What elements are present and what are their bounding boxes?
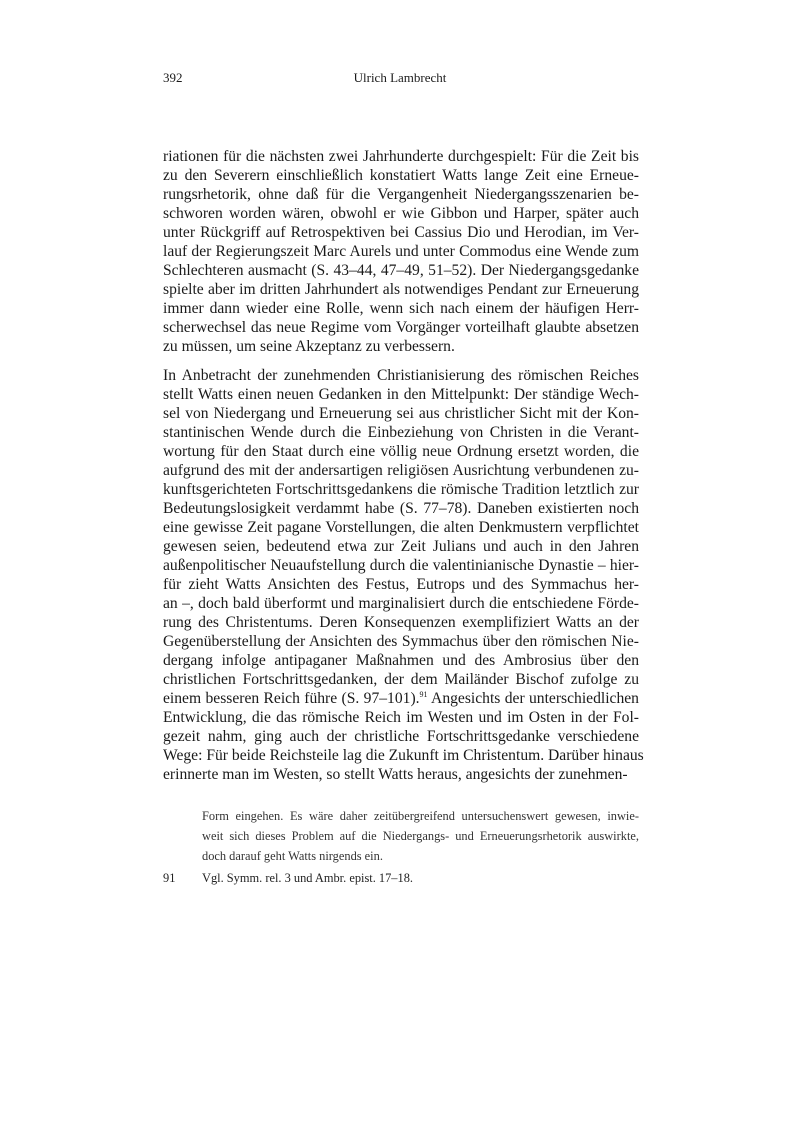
text-line: unter Rückgriff auf Retrospektiven bei Cassius Dio und Herodian, im Ver- <box>163 224 639 241</box>
text-line: rungsrhetorik, ohne daß für die Vergangenheit Niedergangsszenarien be- <box>163 186 639 203</box>
text-line: kunftsgerichteten Fortschrittsgedankens die römische Tradition letztlich zur <box>163 481 639 498</box>
text-line: Bedeutungslosigkeit verdammt habe (S. 77–78). Daneben existierten noch <box>163 500 639 517</box>
paragraph <box>163 147 639 356</box>
text-line: sel von Niedergang und Erneuerung sei aus christlicher Sicht mit der Kon- <box>163 405 639 422</box>
text-line: christlichen Fortschrittsgedanken, der dem Mailänder Bischof zufolge zu <box>163 671 639 688</box>
text-line: lauf der Regierungszeit Marc Aurels und unter Commodus eine Wende zum <box>163 243 639 260</box>
running-header-author: Ulrich Lambrecht <box>353 70 447 85</box>
text-line: an –, doch bald überformt und marginalisiert durch die entschiedene Förde- <box>163 595 639 612</box>
text-line: weit sich dieses Problem auf die Niedergangs- und Erneuerungsrhetorik auswirkte, <box>202 829 639 843</box>
text-line: eine gewisse Zeit pagane Vorstellungen, die alten Denkmustern verpflichtet <box>163 519 639 536</box>
paragraph <box>163 366 644 784</box>
footnote-text: Vgl. Symm. rel. 3 und Ambr. epist. 17–18. <box>202 871 413 885</box>
text-line: Gegenüberstellung der Ansichten des Symmachus über den römischen Nie- <box>163 633 639 650</box>
footnote-reference[interactable]: 91 <box>419 690 428 699</box>
text-line: scherwechsel das neue Regime vom Vorgänger vorteilhaft glaubte absetzen <box>163 319 639 336</box>
footnote-continued <box>202 806 639 866</box>
footnote-91 <box>163 868 413 888</box>
text-line: spielte aber im dritten Jahrhundert als notwendiges Pendant zur Erneuerung <box>163 281 639 298</box>
text-line: doch darauf geht Watts nirgends ein. <box>202 849 383 863</box>
text-line: schworen worden wären, obwohl er wie Gibbon und Harper, später auch <box>163 205 639 222</box>
text-line: stantinischen Wende durch die Einbeziehung von Christen in die Verant- <box>163 424 639 441</box>
page-number: 392 <box>163 70 183 85</box>
text-line: dergang infolge antipaganer Maßnahmen und des Ambrosius über den <box>163 652 639 669</box>
text-line: Schlechteren ausmacht (S. 43–44, 47–49, 51–52). Der Niedergangsgedanke <box>163 262 639 279</box>
text-line: rung des Christentums. Deren Konsequenzen exemplifiziert Watts an der <box>163 614 639 631</box>
text-line: riationen für die nächsten zwei Jahrhunderte durchgespielt: Für die Zeit bis <box>163 148 639 165</box>
text-line: aufgrund des mit der andersartigen religiösen Ausrichtung verbundenen zu- <box>163 462 639 479</box>
text-line: stellt Watts einen neuen Gedanken in den Mittelpunkt: Der ständige Wech- <box>163 386 639 403</box>
text-line: gewesen seien, bedeutend etwa zur Zeit Julians und auch in den Jahren <box>163 538 639 555</box>
text-line: erinnerte man im Westen, so stellt Watts heraus, angesichts der zunehmen- <box>163 766 628 783</box>
text-line: einem besseren Reich führe (S. 97–101).$^{91}$ Angesichts der unterschiedlichen <box>163 690 639 707</box>
text-line: wortung für den Staat durch eine völlig neue Ordnung ersetzt worden, die <box>163 443 639 460</box>
text-line: Wege: Für beide Reichsteile lag die Zukunft im Christentum. Darüber hinaus <box>163 747 644 764</box>
text-line: Form eingehen. Es wäre daher zeitübergreifend untersuchenswert gewesen, inwie- <box>202 809 639 823</box>
footnote-number: 91 <box>163 871 176 885</box>
text-line: immer dann wieder eine Rolle, wenn sich nach einem der häufigen Herr- <box>163 300 639 317</box>
paragraph-gap <box>163 356 639 366</box>
text-line: gezeit nahm, ging auch der christliche Fortschrittsgedanke verschiedene <box>163 728 639 745</box>
text-line: für zieht Watts Ansichten des Festus, Eutrops und des Symmachus her- <box>163 576 639 593</box>
text-line: außenpolitischer Neuaufstellung durch die valentinianische Dynastie – hier- <box>163 557 639 574</box>
body-text <box>163 147 644 784</box>
text-line: zu den Severern einschließlich konstatiert Watts lange Zeit eine Erneue- <box>163 167 639 184</box>
text-line: Entwicklung, die das römische Reich im Westen und im Osten in der Fol- <box>163 709 639 726</box>
text-line: zu müssen, um seine Akzeptanz zu verbessern. <box>163 338 455 355</box>
text-line: In Anbetracht der zunehmenden Christianisierung des römischen Reiches <box>163 367 639 384</box>
